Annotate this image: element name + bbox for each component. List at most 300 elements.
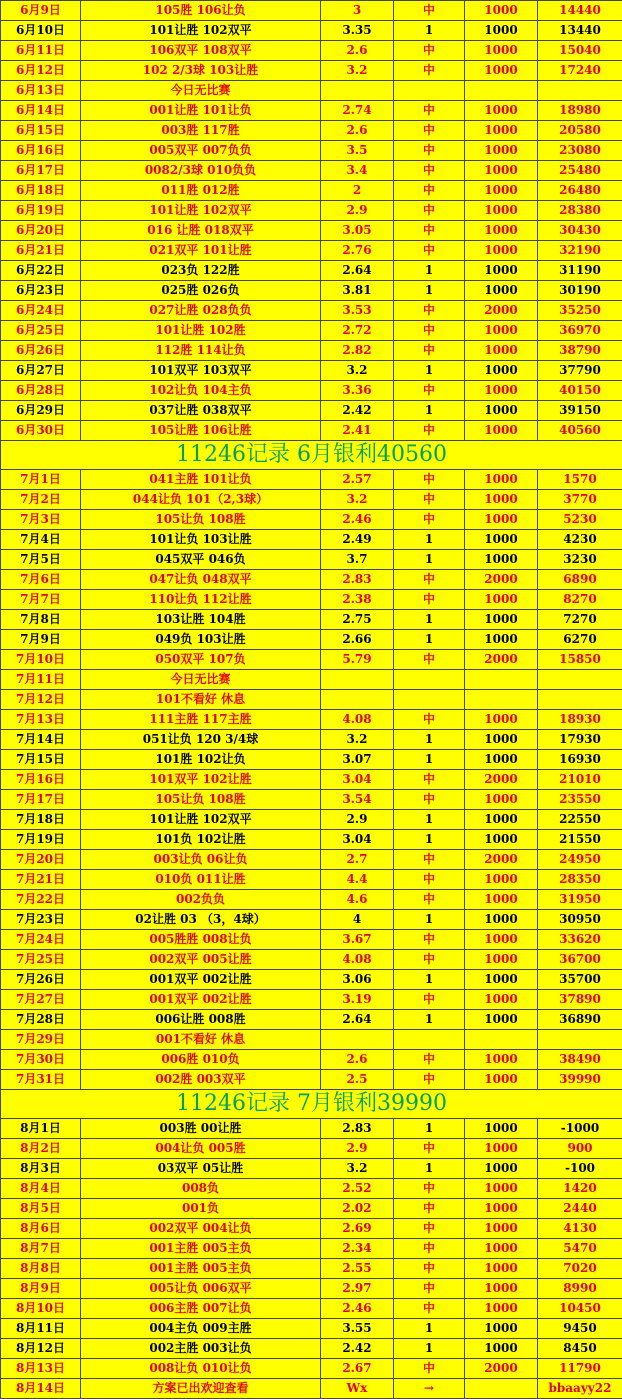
date-cell: 6月9日 (1, 1, 81, 21)
result-cell: 中 (394, 590, 465, 610)
total-cell: 9450 (538, 1319, 622, 1339)
odds-cell: 2.82 (321, 341, 394, 361)
result-cell: 1 (394, 830, 465, 850)
total-cell: 8990 (538, 1279, 622, 1299)
result-cell: 1 (394, 810, 465, 830)
stake-cell: 1000 (465, 990, 538, 1010)
date-cell: 7月19日 (1, 830, 81, 850)
odds-cell: 3.06 (321, 970, 394, 990)
odds-cell: 2.46 (321, 1299, 394, 1319)
match-cell: 037让胜 038双平 (81, 401, 321, 421)
total-cell: 10450 (538, 1299, 622, 1319)
result-cell: 中 (394, 61, 465, 81)
result-cell: 中 (394, 321, 465, 341)
match-cell: 102 2/3球 103让胜 (81, 61, 321, 81)
total-cell: 5470 (538, 1239, 622, 1259)
odds-cell (321, 81, 394, 101)
total-cell: 36970 (538, 321, 622, 341)
total-cell: 20580 (538, 121, 622, 141)
odds-cell: 3.2 (321, 730, 394, 750)
result-cell: 中 (394, 1199, 465, 1219)
result-cell: 中 (394, 421, 465, 441)
table-row (1, 970, 622, 990)
result-cell: 中 (394, 221, 465, 241)
date-cell: 8月9日 (1, 1279, 81, 1299)
match-cell: 002双平 005让胜 (81, 950, 321, 970)
date-cell: 7月17日 (1, 790, 81, 810)
odds-cell: 3.04 (321, 830, 394, 850)
match-cell: 105让负 108胜 (81, 790, 321, 810)
match-cell: 016 让胜 018双平 (81, 221, 321, 241)
odds-cell: 3.54 (321, 790, 394, 810)
result-cell: 中 (394, 41, 465, 61)
stake-cell (465, 690, 538, 710)
total-cell: 21010 (538, 770, 622, 790)
table-row (1, 1299, 622, 1319)
table-row (1, 690, 622, 710)
result-cell (394, 670, 465, 690)
match-cell: 方案已出欢迎查看 (81, 1379, 321, 1399)
match-cell: 今日无比赛 (81, 670, 321, 690)
match-cell: 027让胜 028负负 (81, 301, 321, 321)
date-cell: 6月13日 (1, 81, 81, 101)
date-cell: 7月5日 (1, 550, 81, 570)
stake-cell: 2000 (465, 650, 538, 670)
odds-cell: 2.64 (321, 261, 394, 281)
total-cell: 11790 (538, 1359, 622, 1379)
stake-cell: 1000 (465, 550, 538, 570)
match-cell: 101让胜 102双平 (81, 201, 321, 221)
table-row (1, 810, 622, 830)
stake-cell: 1000 (465, 1070, 538, 1090)
result-cell: 中 (394, 890, 465, 910)
odds-cell: 2.9 (321, 810, 394, 830)
result-cell: 1 (394, 730, 465, 750)
date-cell: 6月10日 (1, 21, 81, 41)
table-row (1, 1219, 622, 1239)
result-cell: 中 (394, 121, 465, 141)
odds-cell: 2.67 (321, 1359, 394, 1379)
odds-cell: 2.7 (321, 850, 394, 870)
total-cell: 40150 (538, 381, 622, 401)
total-cell: 26480 (538, 181, 622, 201)
stake-cell: 1000 (465, 870, 538, 890)
stake-cell: 1000 (465, 1259, 538, 1279)
result-cell: 中 (394, 770, 465, 790)
odds-cell: 3.4 (321, 161, 394, 181)
result-cell: 中 (394, 1359, 465, 1379)
date-cell: 6月19日 (1, 201, 81, 221)
date-cell: 7月9日 (1, 630, 81, 650)
odds-cell: 3.35 (321, 21, 394, 41)
match-cell: 003胜 117胜 (81, 121, 321, 141)
odds-cell: 4 (321, 910, 394, 930)
odds-cell: 3.7 (321, 550, 394, 570)
table-row (1, 1, 622, 21)
total-cell: 1420 (538, 1179, 622, 1199)
table-row (1, 610, 622, 630)
match-cell: 002负负 (81, 890, 321, 910)
stake-cell: 1000 (465, 1319, 538, 1339)
match-cell: 101双平 103双平 (81, 361, 321, 381)
odds-cell (321, 690, 394, 710)
date-cell: 6月24日 (1, 301, 81, 321)
match-cell: 105让胜 106让胜 (81, 421, 321, 441)
result-cell: 中 (394, 1139, 465, 1159)
date-cell: 7月2日 (1, 490, 81, 510)
odds-cell: 4.4 (321, 870, 394, 890)
odds-cell: 2.97 (321, 1279, 394, 1299)
table-row (1, 1070, 622, 1090)
result-cell: 中 (394, 1050, 465, 1070)
table-row (1, 470, 622, 490)
total-cell: 13440 (538, 21, 622, 41)
table-row (1, 670, 622, 690)
total-cell: 5230 (538, 510, 622, 530)
date-cell: 8月1日 (1, 1119, 81, 1139)
table-row (1, 61, 622, 81)
result-cell: 中 (394, 650, 465, 670)
date-cell: 7月26日 (1, 970, 81, 990)
date-cell: 6月26日 (1, 341, 81, 361)
date-cell: 7月31日 (1, 1070, 81, 1090)
table-row (1, 530, 622, 550)
result-cell: 中 (394, 470, 465, 490)
stake-cell: 1000 (465, 950, 538, 970)
total-cell: 8270 (538, 590, 622, 610)
table-row (1, 1119, 622, 1139)
table-row (1, 81, 622, 101)
total-cell: 4230 (538, 530, 622, 550)
stake-cell: 1000 (465, 810, 538, 830)
table-row (1, 1010, 622, 1030)
result-cell: 1 (394, 530, 465, 550)
result-cell: 1 (394, 1010, 465, 1030)
table-row (1, 261, 622, 281)
stake-cell: 1000 (465, 490, 538, 510)
total-cell (538, 1030, 622, 1050)
table-row (1, 510, 622, 530)
total-cell: 39150 (538, 401, 622, 421)
match-cell: 010负 011让胜 (81, 870, 321, 890)
stake-cell: 1000 (465, 401, 538, 421)
odds-cell: 3.07 (321, 750, 394, 770)
table-row (1, 201, 622, 221)
table-row (1, 1159, 622, 1179)
stake-cell: 1000 (465, 1050, 538, 1070)
stake-cell: 1000 (465, 710, 538, 730)
match-cell: 005胜胜 008让负 (81, 930, 321, 950)
table-row (1, 1199, 622, 1219)
stake-cell: 2000 (465, 570, 538, 590)
odds-cell: 2.6 (321, 1050, 394, 1070)
monthly-summary-text: 11246记录 7月银利39990 (1, 1090, 622, 1119)
result-cell: 中 (394, 490, 465, 510)
table-row (1, 990, 622, 1010)
odds-cell: 4.6 (321, 890, 394, 910)
match-cell: 101负 102让胜 (81, 830, 321, 850)
odds-cell: 2.55 (321, 1259, 394, 1279)
table-row (1, 570, 622, 590)
total-cell: 8450 (538, 1339, 622, 1359)
table-row (1, 890, 622, 910)
total-cell: 3230 (538, 550, 622, 570)
total-cell: 4130 (538, 1219, 622, 1239)
table-row (1, 361, 622, 381)
stake-cell: 1000 (465, 181, 538, 201)
total-cell: 32190 (538, 241, 622, 261)
stake-cell: 1000 (465, 141, 538, 161)
date-cell: 6月23日 (1, 281, 81, 301)
table-row (1, 490, 622, 510)
match-cell: 004主负 009主胜 (81, 1319, 321, 1339)
table-row (1, 730, 622, 750)
odds-cell: 2.6 (321, 121, 394, 141)
result-cell: 中 (394, 850, 465, 870)
odds-cell: 3 (321, 1, 394, 21)
odds-cell: 2.34 (321, 1239, 394, 1259)
match-cell: 005让负 006双平 (81, 1279, 321, 1299)
total-cell: 30430 (538, 221, 622, 241)
stake-cell: 1000 (465, 121, 538, 141)
match-cell: 02让胜 03 （3，4球） (81, 910, 321, 930)
odds-cell: 3.53 (321, 301, 394, 321)
result-cell: 中 (394, 570, 465, 590)
odds-cell: 2.57 (321, 470, 394, 490)
table-row (1, 221, 622, 241)
stake-cell: 1000 (465, 281, 538, 301)
total-cell: 30190 (538, 281, 622, 301)
stake-cell (465, 670, 538, 690)
total-cell: 15040 (538, 41, 622, 61)
odds-cell: 3.2 (321, 490, 394, 510)
stake-cell: 1000 (465, 261, 538, 281)
table-row (1, 101, 622, 121)
match-cell: 002双平 004让负 (81, 1219, 321, 1239)
stake-cell: 1000 (465, 1199, 538, 1219)
odds-cell: 2.41 (321, 421, 394, 441)
result-cell: 中 (394, 1259, 465, 1279)
match-cell: 008让负 010让负 (81, 1359, 321, 1379)
table-row (1, 550, 622, 570)
date-cell: 6月16日 (1, 141, 81, 161)
stake-cell: 1000 (465, 201, 538, 221)
total-cell: 38790 (538, 341, 622, 361)
stake-cell: 1000 (465, 421, 538, 441)
result-cell: 1 (394, 1159, 465, 1179)
table-row (1, 1279, 622, 1299)
stake-cell: 2000 (465, 770, 538, 790)
odds-cell: 2.49 (321, 530, 394, 550)
table-row (1, 590, 622, 610)
match-cell: 001双平 002让胜 (81, 990, 321, 1010)
odds-cell (321, 670, 394, 690)
date-cell: 7月25日 (1, 950, 81, 970)
odds-cell: 3.2 (321, 61, 394, 81)
date-cell: 7月16日 (1, 770, 81, 790)
date-cell: 6月12日 (1, 61, 81, 81)
stake-cell (465, 1379, 538, 1399)
date-cell: 7月30日 (1, 1050, 81, 1070)
total-cell: 31950 (538, 890, 622, 910)
match-cell: 001负 (81, 1199, 321, 1219)
result-cell (394, 690, 465, 710)
result-cell (394, 1030, 465, 1050)
date-cell: 8月4日 (1, 1179, 81, 1199)
table-row (1, 950, 622, 970)
match-cell: 101胜 102让负 (81, 750, 321, 770)
odds-cell: 3.36 (321, 381, 394, 401)
stake-cell: 1000 (465, 930, 538, 950)
odds-cell: 2.42 (321, 401, 394, 421)
total-cell: 36890 (538, 1010, 622, 1030)
result-cell: 中 (394, 790, 465, 810)
result-cell: 中 (394, 510, 465, 530)
odds-cell: 2.9 (321, 201, 394, 221)
match-cell: 002主胜 003让负 (81, 1339, 321, 1359)
result-cell: 中 (394, 1179, 465, 1199)
stake-cell: 1000 (465, 1119, 538, 1139)
match-cell: 101不看好 休息 (81, 690, 321, 710)
date-cell: 6月27日 (1, 361, 81, 381)
odds-cell: 3.19 (321, 990, 394, 1010)
result-cell: 1 (394, 550, 465, 570)
table-row (1, 1319, 622, 1339)
stake-cell: 1000 (465, 1299, 538, 1319)
total-cell: 33620 (538, 930, 622, 950)
stake-cell: 1000 (465, 221, 538, 241)
match-cell: 105胜 106让负 (81, 1, 321, 21)
date-cell: 7月18日 (1, 810, 81, 830)
result-cell: 中 (394, 161, 465, 181)
result-cell: 1 (394, 750, 465, 770)
date-cell: 7月4日 (1, 530, 81, 550)
stake-cell (465, 1030, 538, 1050)
match-cell: 106双平 108双平 (81, 41, 321, 61)
odds-cell: 2.74 (321, 101, 394, 121)
total-cell (538, 690, 622, 710)
table-row (1, 770, 622, 790)
total-cell: -1000 (538, 1119, 622, 1139)
stake-cell: 1000 (465, 21, 538, 41)
result-cell: 中 (394, 950, 465, 970)
match-cell: 101让胜 102双平 (81, 21, 321, 41)
odds-cell: 4.08 (321, 710, 394, 730)
total-cell: 35250 (538, 301, 622, 321)
date-cell: 6月21日 (1, 241, 81, 261)
table-row (1, 650, 622, 670)
stake-cell: 1000 (465, 730, 538, 750)
total-cell: 28350 (538, 870, 622, 890)
table-row (1, 870, 622, 890)
date-cell: 8月12日 (1, 1339, 81, 1359)
stake-cell: 1000 (465, 630, 538, 650)
table-row (1, 830, 622, 850)
monthly-summary-text: 11246记录 6月银利40560 (1, 441, 622, 470)
date-cell: 7月3日 (1, 510, 81, 530)
table-row (1, 121, 622, 141)
stake-cell: 1000 (465, 61, 538, 81)
total-cell: 24950 (538, 850, 622, 870)
total-cell: 3770 (538, 490, 622, 510)
match-cell: 005双平 007负负 (81, 141, 321, 161)
match-cell: 0082/3球 010负负 (81, 161, 321, 181)
total-cell: 36700 (538, 950, 622, 970)
table-row (1, 181, 622, 201)
match-cell: 004让负 005胜 (81, 1139, 321, 1159)
stake-cell: 2000 (465, 301, 538, 321)
odds-cell: 3.55 (321, 1319, 394, 1339)
total-cell: 30950 (538, 910, 622, 930)
odds-cell: Wx (321, 1379, 394, 1399)
date-cell: 7月27日 (1, 990, 81, 1010)
stake-cell: 1000 (465, 381, 538, 401)
odds-cell: 2.72 (321, 321, 394, 341)
result-cell: 中 (394, 141, 465, 161)
total-cell: 16930 (538, 750, 622, 770)
match-cell: 101双平 102让胜 (81, 770, 321, 790)
match-cell: 112胜 114让负 (81, 341, 321, 361)
match-cell: 105让负 108胜 (81, 510, 321, 530)
stake-cell (465, 81, 538, 101)
date-cell: 7月15日 (1, 750, 81, 770)
stake-cell: 1000 (465, 41, 538, 61)
result-cell: 中 (394, 301, 465, 321)
stake-cell: 1000 (465, 1279, 538, 1299)
match-cell: 102让负 104主负 (81, 381, 321, 401)
stake-cell: 1000 (465, 970, 538, 990)
result-cell (394, 81, 465, 101)
date-cell: 6月11日 (1, 41, 81, 61)
total-cell: 37890 (538, 990, 622, 1010)
table-row (1, 401, 622, 421)
date-cell: 7月20日 (1, 850, 81, 870)
table-row (1, 790, 622, 810)
result-cell: 1 (394, 1339, 465, 1359)
odds-cell: 3.04 (321, 770, 394, 790)
table-row (1, 301, 622, 321)
date-cell: 7月8日 (1, 610, 81, 630)
odds-cell: 3.2 (321, 1159, 394, 1179)
date-cell: 8月8日 (1, 1259, 81, 1279)
date-cell: 7月22日 (1, 890, 81, 910)
total-cell: 40560 (538, 421, 622, 441)
total-cell: 15850 (538, 650, 622, 670)
date-cell: 7月7日 (1, 590, 81, 610)
date-cell: 6月30日 (1, 421, 81, 441)
result-cell: 中 (394, 241, 465, 261)
match-cell: 今日无比赛 (81, 81, 321, 101)
odds-cell: 2.64 (321, 1010, 394, 1030)
table-row (1, 141, 622, 161)
stake-cell: 1000 (465, 530, 538, 550)
match-cell: 003胜 00让胜 (81, 1119, 321, 1139)
result-cell: 中 (394, 1299, 465, 1319)
odds-cell: 2.02 (321, 1199, 394, 1219)
match-cell: 03双平 05让胜 (81, 1159, 321, 1179)
total-cell: -100 (538, 1159, 622, 1179)
odds-cell: 2 (321, 181, 394, 201)
date-cell: 7月28日 (1, 1010, 81, 1030)
match-cell: 044让负 101（2,3球） (81, 490, 321, 510)
result-cell: 1 (394, 630, 465, 650)
stake-cell: 1000 (465, 1339, 538, 1359)
result-cell: 中 (394, 930, 465, 950)
odds-cell: 4.08 (321, 950, 394, 970)
table-body (1, 1, 622, 1399)
odds-cell: 2.38 (321, 590, 394, 610)
odds-cell: 2.52 (321, 1179, 394, 1199)
